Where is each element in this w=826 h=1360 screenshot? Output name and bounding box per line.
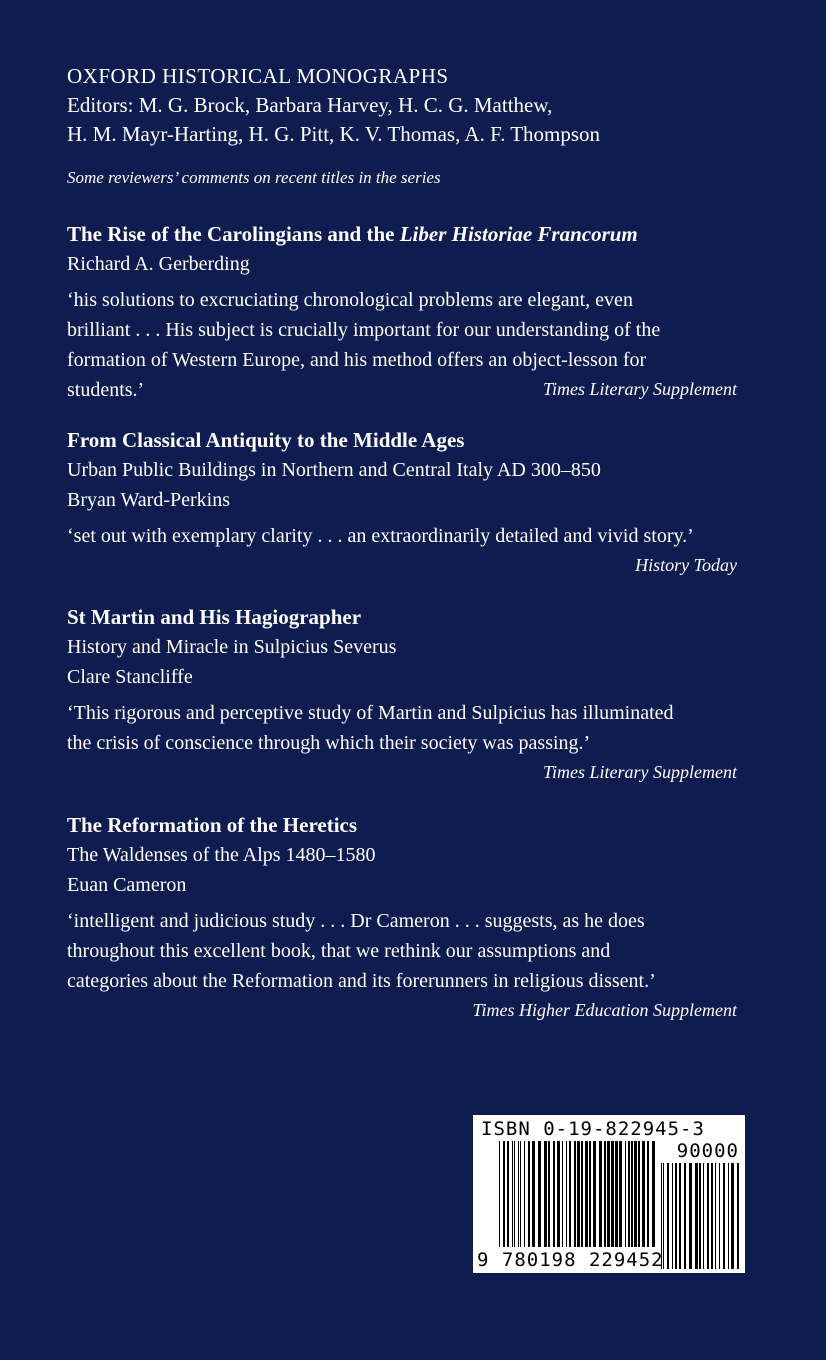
addon-bar xyxy=(699,1163,701,1269)
barcode-bar xyxy=(599,1141,602,1247)
addon-bar xyxy=(695,1163,698,1269)
barcode-bar xyxy=(615,1141,618,1247)
addon-bar xyxy=(675,1163,677,1269)
barcode-bar xyxy=(499,1141,500,1247)
barcode-bar xyxy=(557,1141,560,1247)
barcode-bar xyxy=(638,1141,640,1247)
book-author: Richard A. Gerberding xyxy=(67,253,250,275)
addon-bar xyxy=(672,1163,673,1269)
addon-bar xyxy=(711,1163,713,1269)
book-title: St Martin and His Hagiographer xyxy=(67,605,362,629)
editors-line-2: H. M. Mayr-Harting, H. G. Pitt, K. V. Thomas, A. F. Thompson xyxy=(67,122,601,146)
barcode-bar xyxy=(634,1141,637,1247)
barcode-bar xyxy=(585,1141,588,1247)
ean-digits: 9 780198 229452 xyxy=(477,1249,664,1271)
barcode-bar xyxy=(619,1141,622,1247)
barcode-bar xyxy=(589,1141,591,1247)
series-title: OXFORD HISTORICAL MONOGRAPHS xyxy=(67,64,449,88)
book-entry xyxy=(67,425,737,579)
book-author: Clare Stancliffe xyxy=(67,666,193,688)
addon-bar xyxy=(703,1163,704,1269)
editors-line-1: Editors: M. G. Brock, Barbara Harvey, H. C. G. Matthew, xyxy=(67,93,553,117)
barcode-bar xyxy=(503,1141,505,1247)
barcode-bar xyxy=(652,1141,655,1247)
barcode-bar xyxy=(562,1141,563,1247)
book-subtitle: History and Miracle in Sulpicius Severus xyxy=(67,636,397,658)
addon-bar xyxy=(728,1163,729,1269)
book-title: From Classical Antiquity to the Middle Ages xyxy=(67,428,465,452)
addon-bar xyxy=(723,1163,725,1269)
addon-bar xyxy=(667,1163,669,1269)
barcode-bar xyxy=(544,1141,547,1247)
review-source: Times Higher Education Supplement xyxy=(472,1000,737,1020)
barcode-bar xyxy=(625,1141,626,1247)
barcode-bar xyxy=(507,1141,509,1247)
barcode-bar xyxy=(574,1141,576,1247)
barcode-bar xyxy=(528,1141,530,1247)
review-source: Times Literary Supplement xyxy=(543,379,737,399)
review-quote: ‘set out with exemplary clarity . . . an extraordinarily detailed and vivid story.’ xyxy=(67,525,694,547)
price-code: 90000 xyxy=(676,1140,739,1162)
barcode-bar xyxy=(538,1141,541,1247)
addon-bar xyxy=(679,1163,681,1269)
book-title: The Reformation of the Heretics xyxy=(67,813,358,837)
addon-bar xyxy=(707,1163,709,1269)
barcode-bar xyxy=(566,1141,567,1247)
barcode-bar xyxy=(524,1141,525,1247)
addon-bar xyxy=(715,1163,716,1269)
reviews-intro: Some reviewers’ comments on recent titles in the series xyxy=(67,168,441,187)
barcode-bar xyxy=(532,1141,535,1247)
review-quote: ‘This rigorous and perceptive study of Martin and Sulpicius has illuminated the crisis of conscience through which their society was passing.’ xyxy=(67,702,674,754)
barcode-bar xyxy=(569,1141,571,1247)
barcode-bar xyxy=(607,1141,610,1247)
barcode-bar xyxy=(577,1141,580,1247)
book-subtitle: The Waldenses of the Alps 1480–1580 xyxy=(67,844,376,866)
addon-bar xyxy=(684,1163,686,1269)
series-header xyxy=(67,62,767,149)
isbn-barcode xyxy=(473,1115,745,1273)
isbn-label: ISBN 0-19-822945-3 xyxy=(481,1118,705,1140)
book-entry xyxy=(67,602,737,786)
book-subtitle: Urban Public Buildings in Northern and Central Italy AD 300–850 xyxy=(67,459,601,481)
barcode-bar xyxy=(548,1141,550,1247)
review-quote: ‘his solutions to excruciating chronological problems are elegant, even brilliant . . . His subject is crucially important for our understanding of the formation of Western Europe, and his method offers an object-lesson for students.’ Times Literary Supplement xyxy=(67,289,737,401)
review-quote: ‘intelligent and judicious study . . . Dr Cameron . . . suggests, as he does throughout this excellent book, that we rethink our assumptions and categories about the Reformation and its forerunners in religious dissent.’ xyxy=(67,910,656,992)
barcode-bar xyxy=(647,1141,649,1247)
barcode-bar xyxy=(581,1141,583,1247)
barcode-bar xyxy=(631,1141,633,1247)
book-entry xyxy=(67,219,737,405)
barcode-bar xyxy=(512,1141,513,1247)
book-entry xyxy=(67,810,737,1024)
addon-bar xyxy=(737,1163,739,1269)
review-source: History Today xyxy=(635,555,737,575)
barcode-bar xyxy=(611,1141,614,1247)
addon-bar xyxy=(689,1163,692,1269)
barcode-bar xyxy=(628,1141,630,1247)
barcode-bar xyxy=(518,1141,519,1247)
review-source: Times Literary Supplement xyxy=(543,762,737,782)
barcode-bar xyxy=(520,1141,521,1247)
book-author: Euan Cameron xyxy=(67,874,187,896)
addon-bar xyxy=(719,1163,720,1269)
book-title: The Rise of the Carolingians and the Liber Historiae Francorum xyxy=(67,222,638,246)
barcode-bar xyxy=(593,1141,596,1247)
barcode-bar xyxy=(604,1141,606,1247)
barcode-bar xyxy=(553,1141,555,1247)
book-author: Bryan Ward-Perkins xyxy=(67,489,230,511)
addon-bar xyxy=(731,1163,734,1269)
barcode-bar xyxy=(514,1141,515,1247)
barcode-bar xyxy=(642,1141,645,1247)
